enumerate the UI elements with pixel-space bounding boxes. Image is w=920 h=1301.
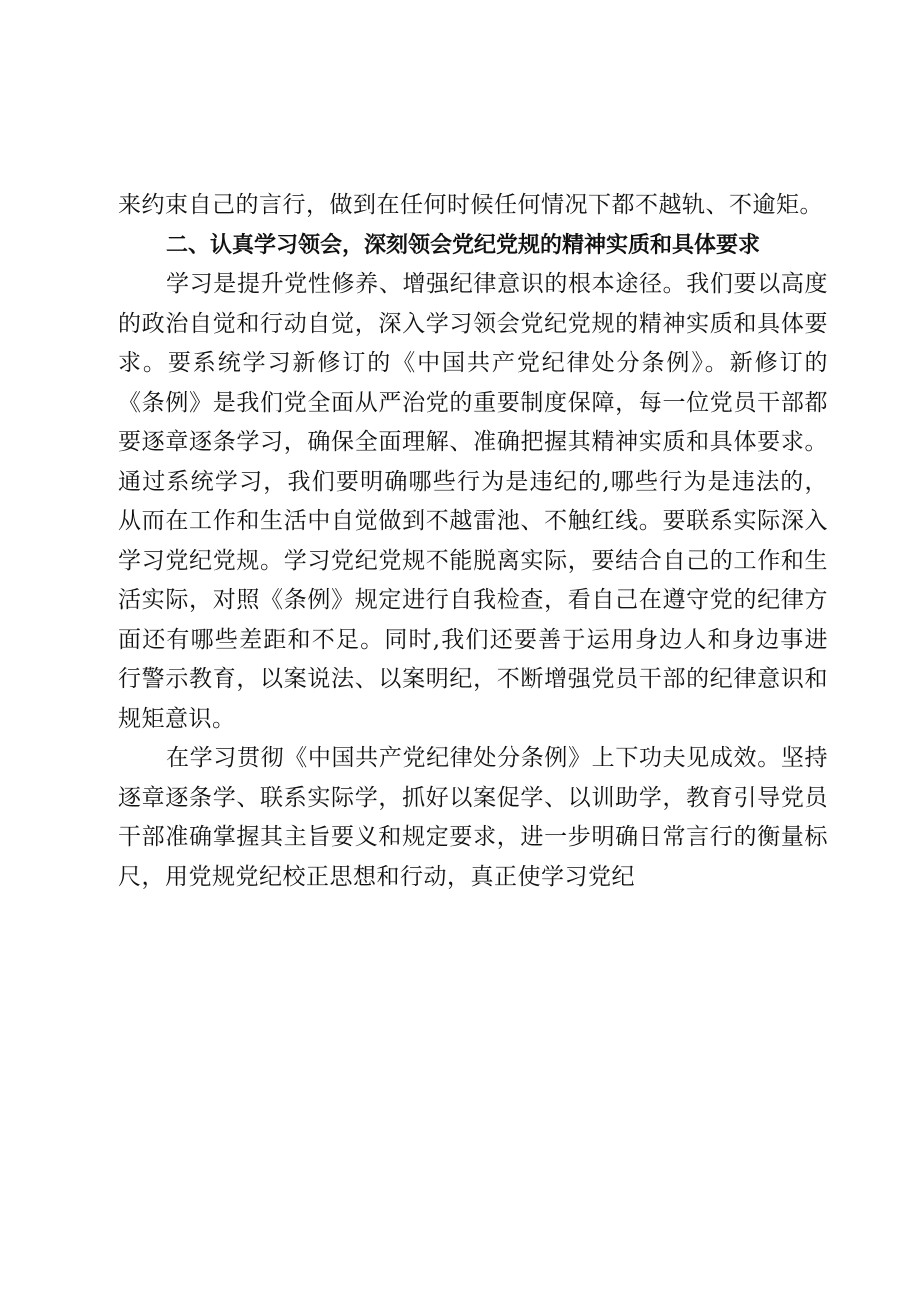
section-heading: 二、认真学习领会，深刻领会党纪党规的精神实质和具体要求 [166,232,761,258]
document-body [118,186,828,897]
body-paragraph-1: 学习是提升党性修养、增强纪律意识的根本途径。我们要以高度的政治自觉和行动自觉，深入学习领会党纪党规的精神实质和具体要求。要系统学习新修订的《中国共产党纪律处分条例》。新修订的《条例》是我们党全面从严治党的重要制度保障，每一位党员干部都要逐章逐条学习，确保全面理解、准确把握其精神实质和具体要求。通过系统学习，我们要明确哪些行为是违纪的,哪些行为是违法的，从而在工作和生活中自觉做到不越雷池、不触红线。要联系实际深入学习党纪党规。学习党纪党规不能脱离实际，要结合自己的工作和生活实际，对照《条例》规定进行自我检查，看自己在遵守党的纪律方面还有哪些差距和不足。同时,我们还要善于运用身边人和身边事进行警示教育，以案说法、以案明纪，不断增强党员干部的纪律意识和规矩意识。 [118,271,828,732]
body-paragraph-2: 在学习贯彻《中国共产党纪律处分条例》上下功夫见成效。坚持逐章逐条学、联系实际学，抓好以案促学、以训助学，教育引导党员干部准确掌握其主旨要义和规定要求，进一步明确日常言行的衡量标尺，用党规党纪校正思想和行动，真正使学习党纪 [118,745,828,890]
continuation-paragraph: 来约束自己的言行，做到在任何时候任何情况下都不越轨、不逾矩。 [118,192,823,218]
